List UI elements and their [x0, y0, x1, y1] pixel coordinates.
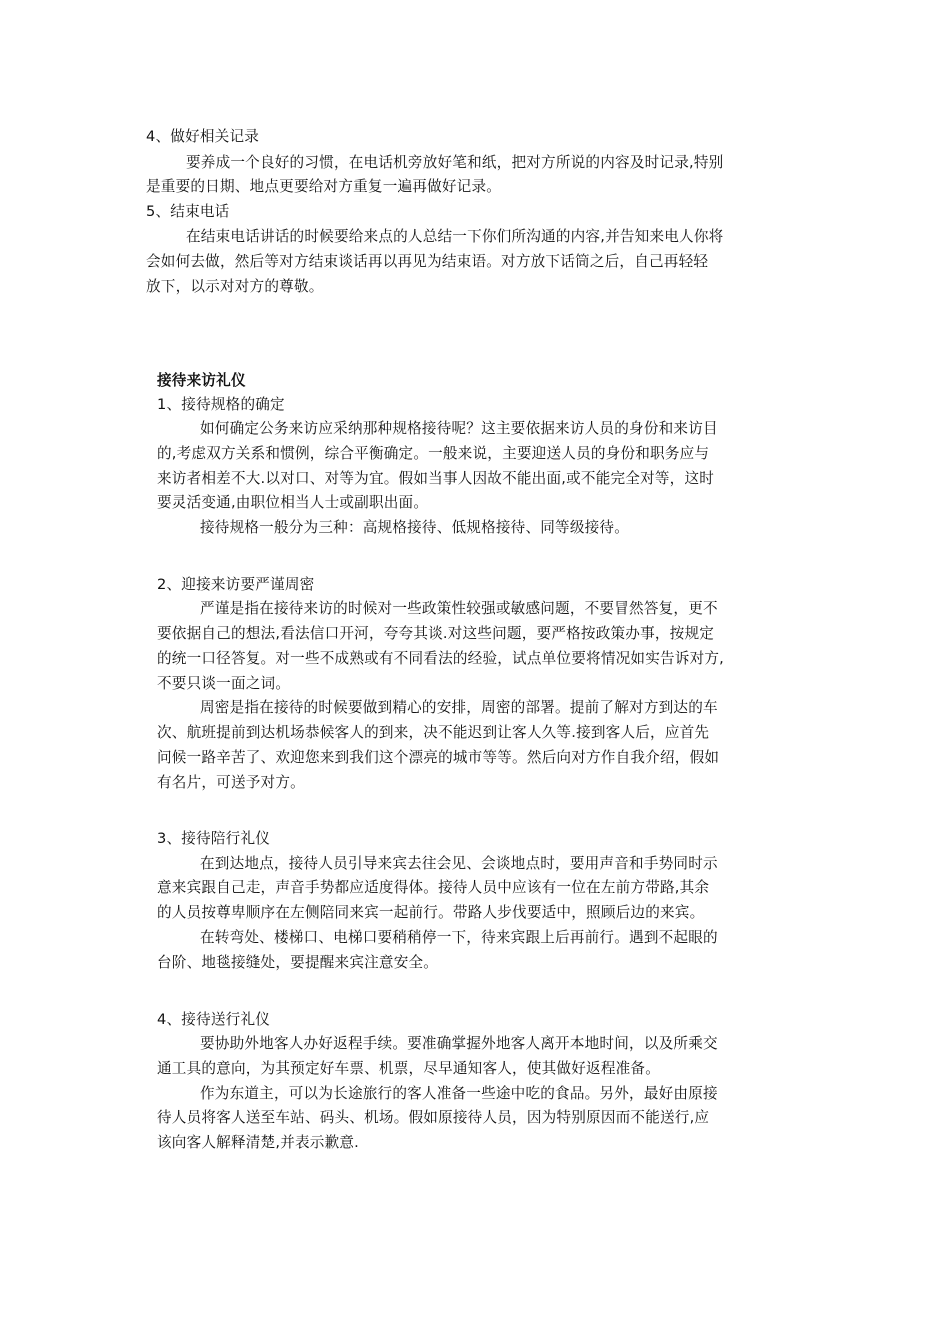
s1-paragraph-line: 来访者相差不大.以对口、对等为宜。假如当事人因故不能出面,或不能完全对等，这时	[157, 470, 715, 487]
s2-heading: 2、迎接来访要严谨周密	[157, 576, 315, 593]
s1-paragraph-line: 要灵活变通,由职位相当人士或副职出面。	[157, 494, 429, 511]
s3-paragraph-line: 在转弯处、楼梯口、电梯口要稍稍停一下，待来宾跟上后再前行。遇到不起眼的	[200, 929, 718, 946]
section-title: 接待来访礼仪	[157, 372, 246, 389]
s2-paragraph-line: 要依据自己的想法,看法信口开河，夸夸其谈.对这些问题，要严格按政策办事，按规定	[157, 625, 715, 642]
s1-paragraph-line: 如何确定公务来访应采纳那种规格接待呢？这主要依据来访人员的身份和来访目	[200, 420, 718, 437]
s2-paragraph-line: 的统一口径答复。对一些不成熟或有不同看法的经验，试点单位要将情况如实告诉对方,	[157, 650, 725, 667]
s1-heading: 1、接待规格的确定	[157, 396, 285, 413]
item5-heading: 5、结束电话	[146, 203, 230, 220]
s3-paragraph-line: 意来宾跟自己走，声音手势都应适度得体。接待人员中应该有一位在左前方带路,其余	[157, 879, 710, 896]
item5-paragraph-line: 在结束电话讲话的时候要给来点的人总结一下你们所沟通的内容,并告知来电人你将	[186, 228, 724, 245]
s4-paragraph-line: 该向客人解释清楚,并表示歉意.	[157, 1134, 359, 1151]
item4-paragraph-line: 要养成一个良好的习惯，在电话机旁放好笔和纸，把对方所说的内容及时记录,特别	[186, 154, 724, 171]
item4-paragraph-line: 是重要的日期、地点更要给对方重复一遍再做好记录。	[146, 178, 502, 195]
s2-paragraph-line: 次、航班提前到达机场恭候客人的到来，决不能迟到让客人久等.接到客人后，应首先	[157, 724, 710, 741]
s1-paragraph-line: 的,考虑双方关系和惯例，综合平衡确定。一般来说，主要迎送人员的身份和职务应与	[157, 445, 710, 462]
s3-paragraph-line: 台阶、地毯接缝处，要提醒来宾注意安全。	[157, 954, 439, 971]
s2-paragraph-line: 严谨是指在接待来访的时候对一些政策性较强或敏感问题，不要冒然答复，更不	[200, 600, 718, 617]
s2-paragraph-line: 周密是指在接待的时候要做到精心的安排，周密的部署。提前了解对方到达的车	[200, 699, 718, 716]
s2-paragraph-line: 有名片，可送予对方。	[157, 774, 305, 791]
s4-paragraph-line: 作为东道主，可以为长途旅行的客人准备一些途中吃的食品。另外，最好由原接	[200, 1085, 718, 1102]
s3-paragraph-line: 在到达地点，接待人员引导来宾去往会见、会谈地点时，要用声音和手势同时示	[200, 855, 718, 872]
s4-paragraph-line: 通工具的意向，为其预定好车票、机票，尽早通知客人，使其做好返程准备。	[157, 1060, 660, 1077]
s3-heading: 3、接待陪行礼仪	[157, 830, 271, 847]
s2-paragraph-line: 不要只谈一面之词。	[157, 675, 291, 692]
s4-heading: 4、接待送行礼仪	[157, 1011, 271, 1028]
s4-paragraph-line: 待人员将客人送至车站、码头、机场。假如原接待人员，因为特别原因而不能送行,应	[157, 1109, 710, 1126]
item5-paragraph-line: 放下，以示对对方的尊敬。	[146, 278, 324, 295]
s2-paragraph-line: 问候一路辛苦了、欢迎您来到我们这个漂亮的城市等等。然后向对方作自我介绍，假如	[157, 749, 720, 766]
s1-paragraph-line: 接待规格一般分为三种：高规格接待、低规格接待、同等级接待。	[200, 519, 630, 536]
s4-paragraph-line: 要协助外地客人办好返程手续。要准确掌握外地客人离开本地时间，以及所乘交	[200, 1035, 718, 1052]
s3-paragraph-line: 的人员按尊卑顺序在左侧陪同来宾一起前行。带路人步伐要适中，照顾后边的来宾。	[157, 904, 705, 921]
item5-paragraph-line: 会如何去做，然后等对方结束谈话再以再见为结束语。对方放下话筒之后，自己再轻轻	[146, 253, 709, 270]
item4-heading: 4、做好相关记录	[146, 128, 260, 145]
